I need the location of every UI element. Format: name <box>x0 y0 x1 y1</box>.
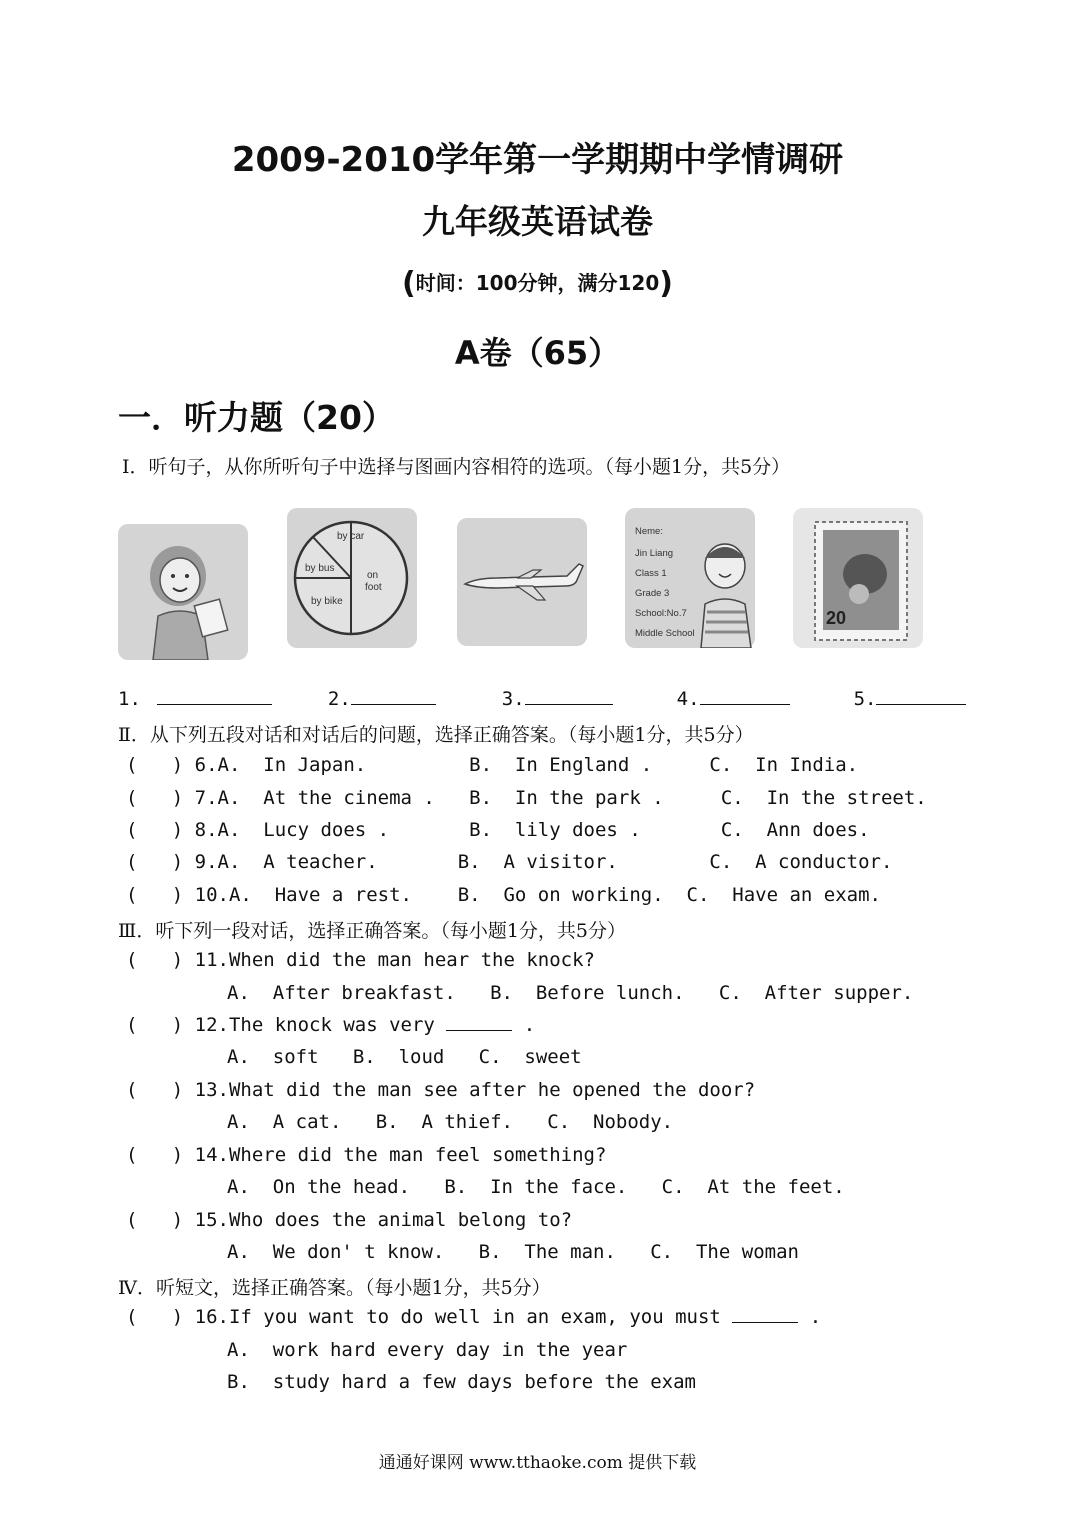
question-6: ( ) 6.A. In Japan. B. In England . C. In India. <box>126 754 859 776</box>
question-16-option-a: A. work hard every day in the year <box>227 1339 628 1361</box>
picture-boy-name-card <box>625 508 755 648</box>
answer-label-1: 1. <box>118 688 141 710</box>
part2-instruction: Ⅱ．从下列五段对话和对话后的问题，选择正确答案。（每小题1分，共5分） <box>118 724 754 746</box>
question-12 <box>126 1014 535 1036</box>
answer-blank-1[interactable] <box>157 704 272 705</box>
picture-girl-with-book <box>118 524 248 660</box>
picture-airplane <box>457 518 587 646</box>
question-16-end: . <box>798 1306 822 1328</box>
transport-pie-chart <box>287 508 417 648</box>
question-15-options: A. We don' t know. B. The man. C. The woman <box>227 1241 799 1263</box>
part1-answer-row <box>118 688 966 710</box>
answer-blank-4[interactable] <box>700 704 790 705</box>
footer-source: 通通好课网 www.tthaoke.com 提供下载 <box>378 1453 697 1473</box>
pie-label-foot: foot <box>365 582 382 593</box>
question-16 <box>126 1306 821 1328</box>
paren-open: ( <box>402 266 416 301</box>
question-10: ( ) 10.A. Have a rest. B. Go on working. C. Have an exam. <box>126 884 881 906</box>
airplane-icon <box>457 518 587 646</box>
card-line-school: School:No.7 <box>635 608 687 619</box>
question-13: ( ) 13.What did the man see after he opened the door? <box>126 1079 756 1101</box>
question-12-end: . <box>512 1014 536 1036</box>
part1-instruction: Ⅰ．听句子，从你所听句子中选择与图画内容相符的选项。（每小题1分，共5分） <box>122 456 791 478</box>
question-12-blank[interactable] <box>446 1030 512 1031</box>
answer-blank-2[interactable] <box>351 704 436 705</box>
paper-a-heading: A卷（65） <box>454 334 621 372</box>
question-16-text: ( ) 16.If you want to do well in an exam, you must <box>126 1306 721 1328</box>
stamp-illustration <box>793 508 923 648</box>
exam-title: 2009-2010学年第一学期期中学情调研 <box>231 140 844 180</box>
answer-label-5: 5. <box>853 688 877 710</box>
question-14-options: A. On the head. B. In the face. C. At the feet. <box>227 1176 845 1198</box>
boy-card-illustration <box>625 508 755 648</box>
question-14: ( ) 14.Where did the man feel something? <box>126 1144 607 1166</box>
exam-subtitle: 九年级英语试卷 <box>422 202 653 241</box>
card-line-middle-school: Middle School <box>635 628 695 639</box>
girl-illustration <box>118 524 248 660</box>
question-9: ( ) 9.A. A teacher. B. A visitor. C. A conductor. <box>126 851 893 873</box>
answer-blank-5[interactable] <box>876 704 966 705</box>
pie-label-by-car-1: by car <box>337 531 365 542</box>
question-11: ( ) 11.When did the man hear the knock? <box>126 949 595 971</box>
answer-label-3: 3. <box>501 688 525 710</box>
card-line-class: Class 1 <box>635 568 667 579</box>
pie-label-by-bus: by bus <box>305 563 335 574</box>
paren-close: ) <box>659 266 673 301</box>
question-11-options: A. After breakfast. B. Before lunch. C. After supper. <box>227 982 914 1004</box>
question-7: ( ) 7.A. At the cinema . B. In the park . C. In the street. <box>126 787 927 809</box>
question-16-option-b: B. study hard a few days before the exam <box>227 1371 696 1393</box>
section-one-title: 一．听力题（20） <box>118 398 395 437</box>
time-note-text: 时间：100分钟，满分120 <box>415 271 660 295</box>
question-12-text: ( ) 12.The knock was very <box>126 1014 435 1036</box>
question-13-options: A. A cat. B. A thief. C. Nobody. <box>227 1111 674 1133</box>
time-note <box>0 266 1075 301</box>
answer-label-4: 4. <box>676 688 700 710</box>
question-15: ( ) 15.Who does the animal belong to? <box>126 1209 573 1231</box>
card-line-name: Jin Liang <box>635 548 674 559</box>
part4-instruction: Ⅳ．听短文，选择正确答案。（每小题1分，共5分） <box>118 1277 551 1299</box>
answer-label-2: 2. <box>327 688 351 710</box>
answer-blank-3[interactable] <box>525 704 613 705</box>
pie-label-by-bike: by bike <box>311 596 343 607</box>
part3-instruction: Ⅲ．听下列一段对话，选择正确答案。（每小题1分，共5分） <box>118 920 627 942</box>
question-16-blank[interactable] <box>732 1322 798 1323</box>
question-12-options: A. soft B. loud C. sweet <box>227 1046 582 1068</box>
pie-label-on: on <box>367 570 379 581</box>
stamp-value: 20 <box>826 608 847 628</box>
card-line-name-label: Neme: <box>635 526 663 537</box>
picture-stamp <box>793 508 923 648</box>
card-line-grade: Grade 3 <box>635 588 670 599</box>
picture-pie-transport <box>287 508 417 648</box>
question-8: ( ) 8.A. Lucy does . B. lily does . C. Ann does. <box>126 819 870 841</box>
